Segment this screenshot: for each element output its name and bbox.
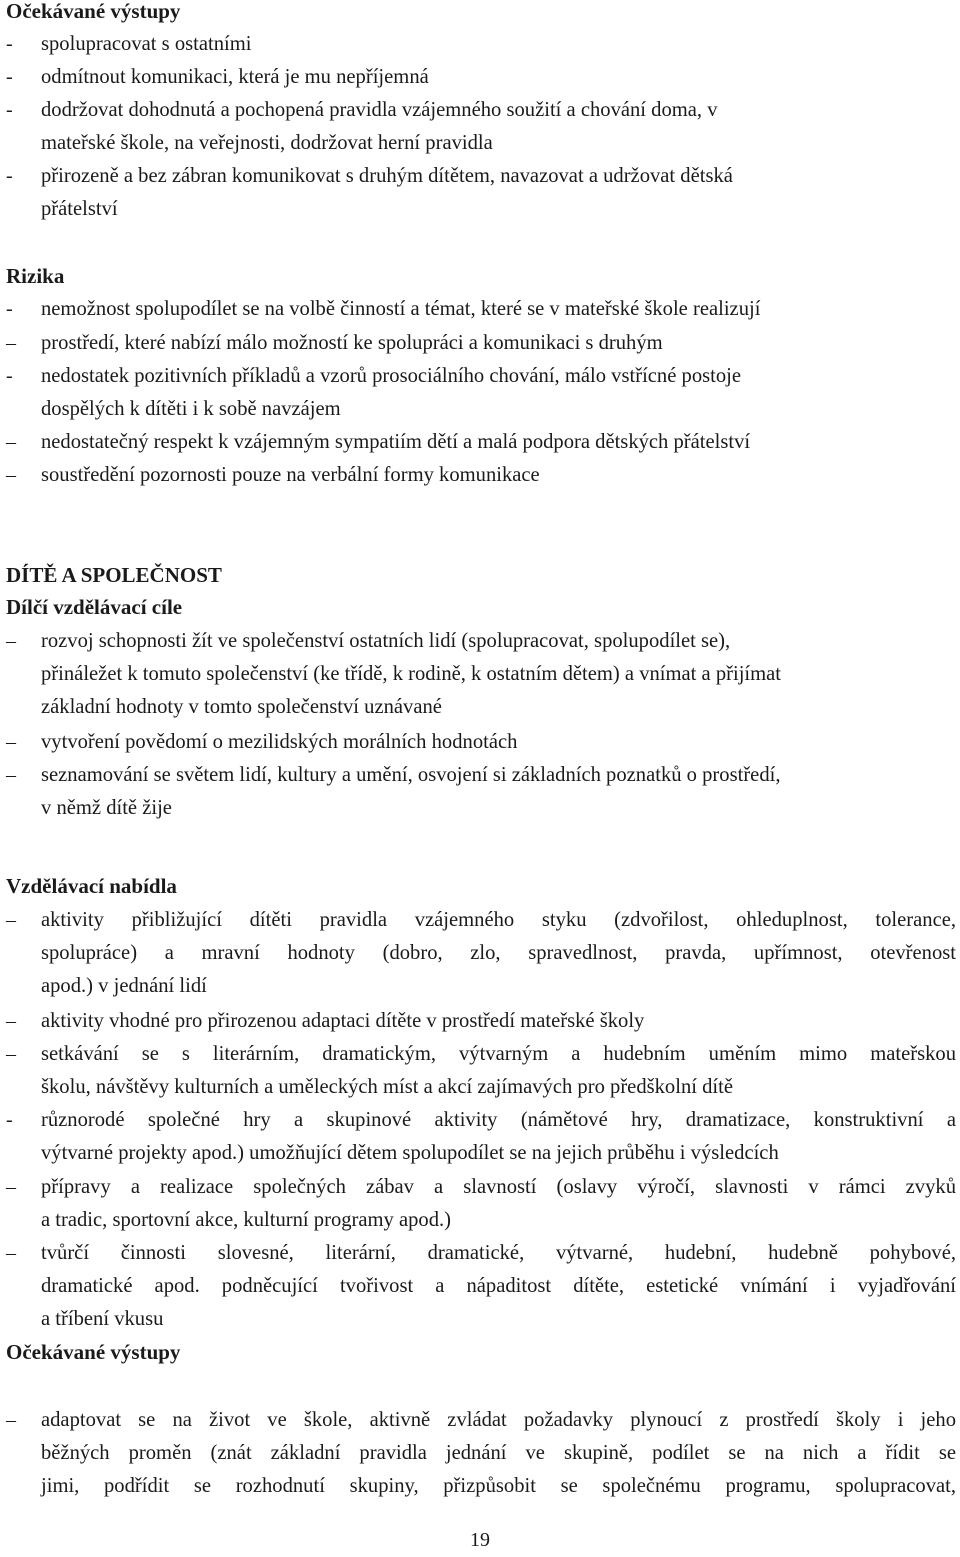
dash-bullet: – [6,1010,16,1032]
dash-bullet: - [6,165,13,187]
list-item [6,904,956,1003]
section-heading-expected-outputs: Očekávané výstupy [6,0,181,23]
list-item-line: vytvoření povědomí o mezilidských morálních hodnotách [41,731,518,753]
list-item-line: jimi, podřídit se rozhodnutí skupiny, přizpůsobit se společnému programu, spolupracovat, [41,1475,956,1497]
list-item-line: v němž dítě žije [41,797,172,819]
list-item [6,360,956,426]
list-item-line: základní hodnoty v tomto společenství uznávané [41,696,442,718]
list-item [6,426,956,459]
list-item [6,293,956,326]
list-item [6,1038,956,1104]
dash-bullet: - [6,1109,13,1131]
list-item [6,160,956,226]
dash-bullet: - [6,99,13,121]
dash-bullet: - [6,365,13,387]
list-item-line: tvůrčí činnosti slovesné, literární, dramatické, výtvarné, hudební, hudebně pohybové, [41,1242,956,1264]
list-item-line: dodržovat dohodnutá a pochopená pravidla vzájemného soužití a chování doma, v [41,99,718,121]
list-item-line: spolupracovat s ostatními [41,33,252,55]
list-item [6,459,956,492]
list-item-line: přináležet k tomuto společenství (ke třídě, k rodině, k ostatním dětem) a vnímat a přijímat [41,663,782,685]
list-item-line: aktivity vhodné pro přirozenou adaptaci dítěte v prostředí mateřské školy [41,1010,645,1032]
list-item [6,28,956,61]
list-item-line: apod.) v jednání lidí [41,975,207,997]
dash-bullet: – [6,764,16,786]
dash-bullet: – [6,1043,16,1065]
list-item [6,726,956,759]
list-item [6,94,956,160]
section-heading-educational-offer: Vzdělávací nabídla [6,874,177,898]
list-item-line: nedostatek pozitivních příkladů a vzorů prosociálního chování, málo vstřícné postoje [41,365,742,387]
list-item [6,1005,956,1038]
list-item [6,625,956,724]
page-number: 19 [470,1529,490,1551]
list-item-line: seznamování se světem lidí, kultury a umění, osvojení si základních poznatků o prostředí, [41,764,781,786]
list-item-line: rozvoj schopnosti žít ve společenství ostatních lidí (spolupracovat, spolupodílet se), [41,630,731,652]
dash-bullet: - [6,33,13,55]
list-item-line: různorodé společné hry a skupinové aktivity (námětové hry, dramatizace, konstruktivní a [41,1109,956,1131]
dash-bullet: – [6,1242,16,1264]
list-item-line: prostředí, které nabízí málo možností ke spolupráci a komunikaci s druhým [41,332,663,354]
dash-bullet: - [6,298,13,320]
list-item-line: mateřské škole, na veřejnosti, dodržovat herní pravidla [41,132,493,154]
list-item [6,61,956,94]
dash-bullet: – [6,1176,16,1198]
list-item [6,759,956,825]
list-item-line: nedostatečný respekt k vzájemným sympatiím dětí a malá podpora dětských přátelství [41,431,751,453]
list-item-line: školu, návštěvy kulturních a uměleckých míst a akcí zajímavých pro předškolní dítě [41,1076,733,1098]
list-item-line: dramatické apod. podněcující tvořivost a nápaditost dítěte, estetické vnímání i vyjadřování [41,1275,956,1297]
list-item-line: a tradic, sportovní akce, kulturní programy apod.) [41,1209,452,1231]
list-item [6,327,956,360]
list-item-line: přirozeně a bez zábran komunikovat s druhým dítětem, navazovat a udržovat dětská [41,165,733,187]
section-heading-risks: Rizika [6,264,65,288]
list-item-line: odmítnout komunikaci, která je mu nepříjemná [41,66,429,88]
dash-bullet: – [6,464,16,486]
list-item [6,1171,956,1237]
list-item-line: a tříbení vkusu [41,1308,164,1330]
section-heading-partial-goals: Dílčí vzdělávací cíle [6,595,183,619]
list-item [6,1104,956,1170]
list-item-line: nemožnost spolupodílet se na volbě činností a témat, které se v mateřské škole realizují [41,298,761,320]
list-item-line: soustředění pozornosti pouze na verbální formy komunikace [41,464,540,486]
list-item-line: dospělých k dítěti i k sobě navzájem [41,398,341,420]
list-item [6,1404,956,1503]
chapter-title: DÍTĚ A SPOLEČNOST [6,563,222,587]
list-item [6,1237,956,1336]
list-item-line: spolupráce) a mravní hodnoty (dobro, zlo, spravedlnost, pravda, upřímnost, otevřenost [41,942,956,964]
dash-bullet: – [6,630,16,652]
dash-bullet: - [6,66,13,88]
dash-bullet: – [6,431,16,453]
list-item-line: přípravy a realizace společných zábav a slavností (oslavy výročí, slavnosti v rámci zvyků [41,1176,956,1198]
dash-bullet: – [6,332,16,354]
dash-bullet: – [6,1409,16,1431]
section-heading-expected-outputs: Očekávané výstupy [6,1340,181,1364]
dash-bullet: – [6,909,16,931]
list-item-line: setkávání se s literárním, dramatickým, výtvarným a hudebním uměním mimo mateřskou [41,1043,956,1065]
list-item-line: aktivity přibližující dítěti pravidla vzájemného styku (zdvořilost, ohleduplnost, tolerance, [41,909,956,931]
list-item-line: běžných proměn (znát základní pravidla jednání ve skupině, podílet se na nich a řídit se [41,1442,956,1464]
list-item-line: přátelství [41,198,118,220]
list-item-line: adaptovat se na život ve škole, aktivně zvládat požadavky plynoucí z prostředí školy i jeho [41,1409,956,1431]
dash-bullet: – [6,731,16,753]
list-item-line: výtvarné projekty apod.) umožňující dětem spolupodílet se na jejich průběhu i výsledcích [41,1142,779,1164]
